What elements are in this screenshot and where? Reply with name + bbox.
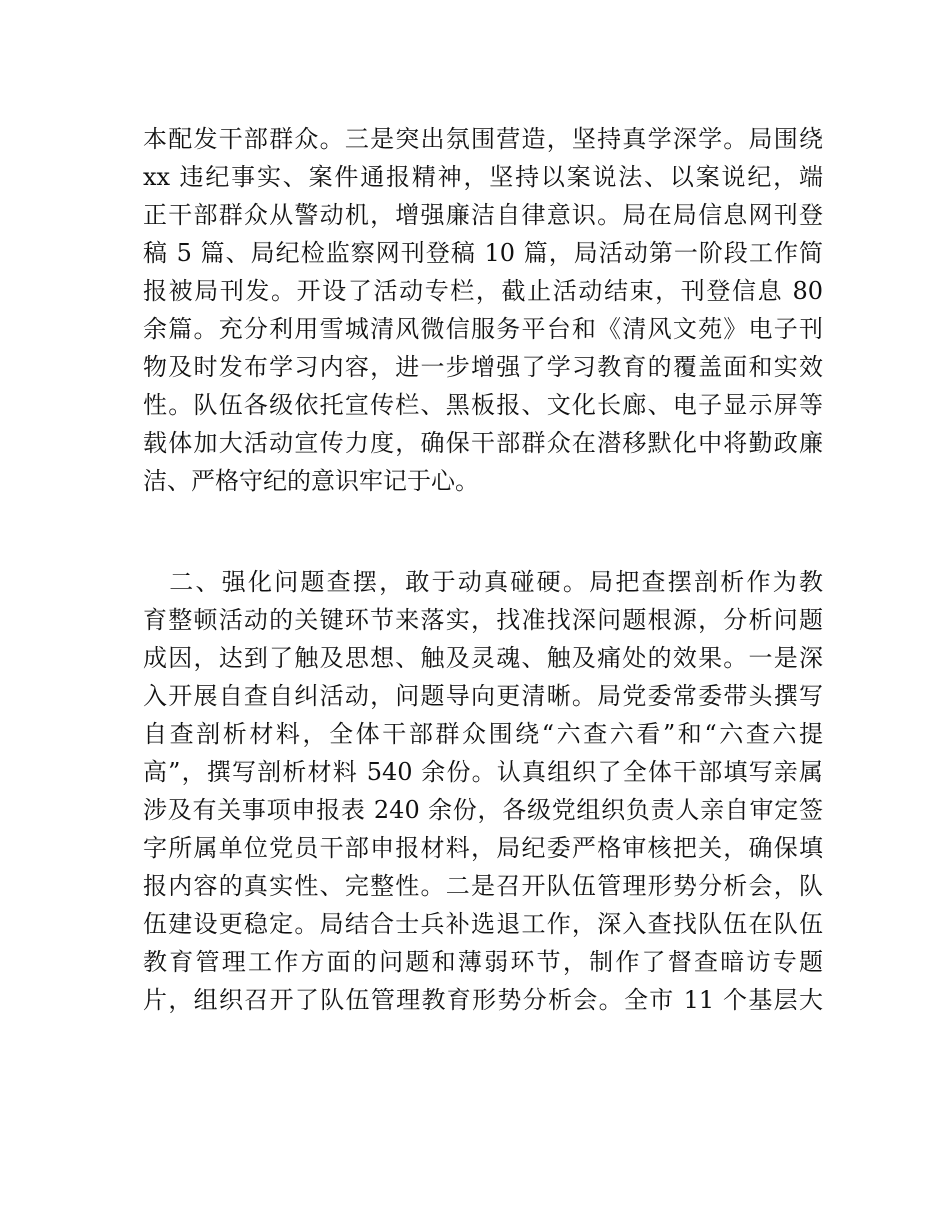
text-line: 伍建设更稳定。局结合士兵补选退工作，深入查找队伍在队伍: [143, 910, 823, 938]
text-line: xx 违纪事实、案件通报精神，坚持以案说法、以案说纪，端: [143, 163, 823, 191]
text-line: 洁、严格守纪的意识牢记于心。: [143, 467, 479, 495]
paragraph-2: [143, 563, 823, 1019]
text-line: 本配发干部群众。三是突出氛围营造，坚持真学深学。局围绕: [143, 125, 823, 153]
text-line: 字所属单位党员干部申报材料，局纪委严格审核把关，确保填: [143, 834, 823, 862]
text-line: 报内容的真实性、完整性。二是召开队伍管理形势分析会，队: [143, 872, 823, 900]
text-line: 片，组织召开了队伍管理教育形势分析会。全市 11 个基层大: [143, 986, 823, 1014]
text-line: 载体加大活动宣传力度，确保干部群众在潜移默化中将勤政廉: [143, 429, 823, 457]
text-line: 成因，达到了触及思想、触及灵魂、触及痛处的效果。一是深: [143, 644, 823, 672]
text-line: 性。队伍各级依托宣传栏、黑板报、文化长廊、电子显示屏等: [143, 391, 823, 419]
text-line: 报被局刊发。开设了活动专栏，截止活动结束，刊登信息 80: [143, 277, 823, 305]
text-line: 余篇。充分利用雪城清风微信服务平台和《清风文苑》电子刊: [143, 315, 823, 343]
text-line: 高”，撰写剖析材料 540 余份。认真组织了全体干部填写亲属: [143, 758, 823, 786]
text-line: 入开展自查自纠活动，问题导向更清晰。局党委常委带头撰写: [143, 682, 823, 710]
text-line: 二、强化问题查摆，敢于动真碰硬。局把查摆剖析作为教: [143, 568, 823, 596]
text-line: 育整顿活动的关键环节来落实，找准找深问题根源，分析问题: [143, 606, 823, 634]
text-line: 自查剖析材料，全体干部群众围绕“六查六看”和“六查六提: [143, 720, 823, 748]
text-line: 涉及有关事项申报表 240 余份，各级党组织负责人亲自审定签: [143, 796, 823, 824]
text-line: 教育管理工作方面的问题和薄弱环节，制作了督查暗访专题: [143, 948, 823, 976]
text-line: 稿 5 篇、局纪检监察网刊登稿 10 篇，局活动第一阶段工作简: [143, 239, 823, 267]
text-line: 物及时发布学习内容，进一步增强了学习教育的覆盖面和实效: [143, 353, 823, 381]
paragraph-1: [143, 120, 823, 500]
text-line: 正干部群众从警动机，增强廉洁自律意识。局在局信息网刊登: [143, 201, 823, 229]
